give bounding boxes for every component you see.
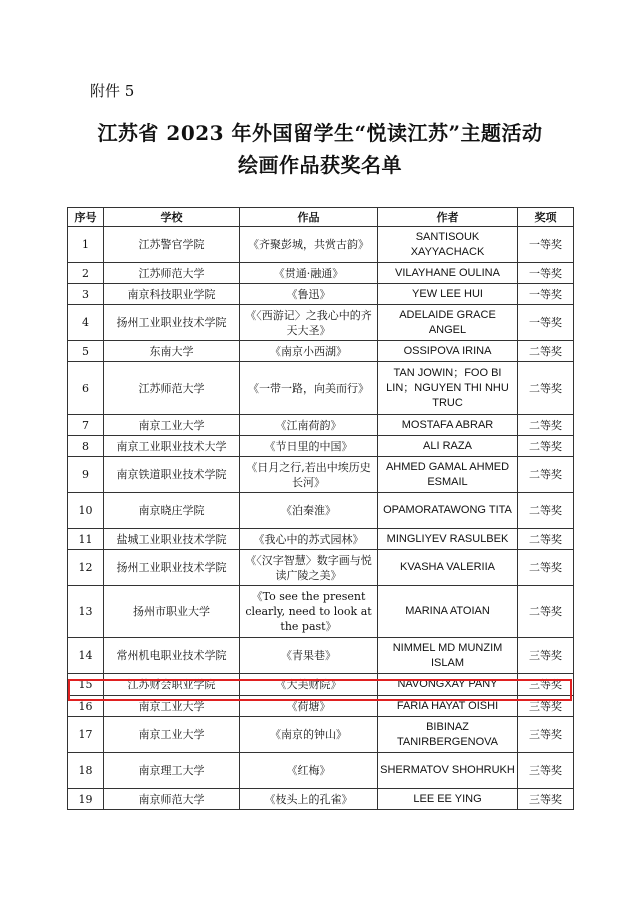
cell-work: 《红梅》 bbox=[240, 753, 378, 789]
cell-school: 江苏警官学院 bbox=[104, 227, 240, 263]
attachment-label: 附件 5 bbox=[90, 82, 135, 100]
cell-work: 《青果巷》 bbox=[240, 638, 378, 674]
cell-work: 《南京小西湖》 bbox=[240, 341, 378, 362]
cell-award: 二等奖 bbox=[518, 493, 574, 529]
cell-number: 3 bbox=[68, 284, 104, 305]
table-row bbox=[68, 362, 574, 415]
header-school: 学校 bbox=[104, 208, 240, 227]
cell-number: 4 bbox=[68, 305, 104, 341]
cell-number: 10 bbox=[68, 493, 104, 529]
cell-award: 一等奖 bbox=[518, 263, 574, 284]
cell-work: 《To see the present clearly, need to look at the past》 bbox=[240, 586, 378, 638]
cell-school: 江苏师范大学 bbox=[104, 362, 240, 415]
header-author: 作者 bbox=[378, 208, 518, 227]
table-row bbox=[68, 586, 574, 638]
cell-author: MINGLIYEV RASULBEK bbox=[378, 529, 518, 550]
document-subtitle: 绘画作品获奖名单 bbox=[238, 153, 402, 177]
cell-school: 南京工业大学 bbox=[104, 415, 240, 436]
cell-work: 《枝头上的孔雀》 bbox=[240, 789, 378, 810]
table-row bbox=[68, 436, 574, 457]
cell-author: FARIA HAYAT OISHI bbox=[378, 696, 518, 717]
cell-school: 南京工业职业技术大学 bbox=[104, 436, 240, 457]
cell-work: 《齐聚彭城，共赏古韵》 bbox=[240, 227, 378, 263]
cell-school: 扬州市职业大学 bbox=[104, 586, 240, 638]
cell-number: 14 bbox=[68, 638, 104, 674]
table-row bbox=[68, 341, 574, 362]
cell-author: AHMED GAMAL AHMED ESMAIL bbox=[378, 457, 518, 493]
cell-award: 二等奖 bbox=[518, 529, 574, 550]
cell-award: 一等奖 bbox=[518, 305, 574, 341]
cell-work: 《泊秦淮》 bbox=[240, 493, 378, 529]
cell-school: 江苏财会职业学院 bbox=[104, 674, 240, 696]
cell-work: 《我心中的苏式园林》 bbox=[240, 529, 378, 550]
cell-author: TAN JOWIN；FOO BI LIN；NGUYEN THI NHU TRUC bbox=[378, 362, 518, 415]
cell-work: 《日月之行,若出中埃历史长河》 bbox=[240, 457, 378, 493]
table-header-row bbox=[68, 208, 574, 227]
table-row bbox=[68, 457, 574, 493]
cell-number: 9 bbox=[68, 457, 104, 493]
table-row bbox=[68, 263, 574, 284]
cell-award: 三等奖 bbox=[518, 696, 574, 717]
cell-work: 《〈汉字智慧〉数字画与悦读广陵之美》 bbox=[240, 550, 378, 586]
table-row bbox=[68, 696, 574, 717]
table-row bbox=[68, 415, 574, 436]
cell-award: 三等奖 bbox=[518, 753, 574, 789]
cell-author: OSSIPOVA IRINA bbox=[378, 341, 518, 362]
cell-number: 18 bbox=[68, 753, 104, 789]
document-title: 江苏省 2023 年外国留学生“悦读江苏”主题活动 bbox=[97, 121, 543, 145]
table-row bbox=[68, 284, 574, 305]
cell-award: 三等奖 bbox=[518, 638, 574, 674]
cell-school: 东南大学 bbox=[104, 341, 240, 362]
cell-author: VILAYHANE OULINA bbox=[378, 263, 518, 284]
cell-number: 7 bbox=[68, 415, 104, 436]
cell-work: 《南京的钟山》 bbox=[240, 717, 378, 753]
cell-number: 19 bbox=[68, 789, 104, 810]
cell-school: 南京理工大学 bbox=[104, 753, 240, 789]
cell-school: 南京工业大学 bbox=[104, 696, 240, 717]
cell-author: SANTISOUK XAYYACHACK bbox=[378, 227, 518, 263]
cell-number: 17 bbox=[68, 717, 104, 753]
cell-author: SHERMATOV SHOHRUKH bbox=[378, 753, 518, 789]
cell-award: 三等奖 bbox=[518, 789, 574, 810]
cell-author: LEE EE YING bbox=[378, 789, 518, 810]
table-row-highlighted bbox=[68, 674, 574, 696]
cell-number: 1 bbox=[68, 227, 104, 263]
table-row bbox=[68, 550, 574, 586]
table-row bbox=[68, 227, 574, 263]
cell-school: 盐城工业职业技术学院 bbox=[104, 529, 240, 550]
cell-number: 2 bbox=[68, 263, 104, 284]
table-row bbox=[68, 717, 574, 753]
table-row bbox=[68, 753, 574, 789]
cell-author: NIMMEL MD MUNZIM ISLAM bbox=[378, 638, 518, 674]
cell-award: 一等奖 bbox=[518, 284, 574, 305]
cell-school: 南京工业大学 bbox=[104, 717, 240, 753]
table-row bbox=[68, 789, 574, 810]
cell-author: NAVONGXAY PANY bbox=[378, 674, 518, 696]
cell-author: BIBINAZ TANIRBERGENOVA bbox=[378, 717, 518, 753]
cell-author: OPAMORATAWONG TITA bbox=[378, 493, 518, 529]
cell-award: 二等奖 bbox=[518, 457, 574, 493]
cell-school: 南京铁道职业技术学院 bbox=[104, 457, 240, 493]
cell-school: 南京晓庄学院 bbox=[104, 493, 240, 529]
cell-author: YEW LEE HUI bbox=[378, 284, 518, 305]
award-table bbox=[67, 207, 574, 810]
cell-work: 《节日里的中国》 bbox=[240, 436, 378, 457]
cell-award: 二等奖 bbox=[518, 341, 574, 362]
cell-award: 二等奖 bbox=[518, 436, 574, 457]
cell-number: 11 bbox=[68, 529, 104, 550]
cell-work: 《江南荷韵》 bbox=[240, 415, 378, 436]
cell-number: 5 bbox=[68, 341, 104, 362]
table-row bbox=[68, 638, 574, 674]
cell-number: 16 bbox=[68, 696, 104, 717]
cell-number: 12 bbox=[68, 550, 104, 586]
cell-award: 二等奖 bbox=[518, 550, 574, 586]
cell-award: 二等奖 bbox=[518, 586, 574, 638]
cell-award: 三等奖 bbox=[518, 717, 574, 753]
cell-number: 8 bbox=[68, 436, 104, 457]
cell-number: 15 bbox=[68, 674, 104, 696]
cell-work: 《大美财院》 bbox=[240, 674, 378, 696]
table-row bbox=[68, 529, 574, 550]
cell-award: 二等奖 bbox=[518, 415, 574, 436]
header-award: 奖项 bbox=[518, 208, 574, 227]
cell-award: 一等奖 bbox=[518, 227, 574, 263]
cell-school: 江苏师范大学 bbox=[104, 263, 240, 284]
cell-author: ALI RAZA bbox=[378, 436, 518, 457]
cell-school: 常州机电职业技术学院 bbox=[104, 638, 240, 674]
cell-number: 13 bbox=[68, 586, 104, 638]
cell-work: 《荷塘》 bbox=[240, 696, 378, 717]
cell-award: 三等奖 bbox=[518, 674, 574, 696]
cell-school: 南京科技职业学院 bbox=[104, 284, 240, 305]
table-row bbox=[68, 305, 574, 341]
cell-award: 二等奖 bbox=[518, 362, 574, 415]
cell-author: MARINA ATOIAN bbox=[378, 586, 518, 638]
cell-author: MOSTAFA ABRAR bbox=[378, 415, 518, 436]
table-row bbox=[68, 493, 574, 529]
cell-author: KVASHA VALERIIA bbox=[378, 550, 518, 586]
cell-work: 《〈西游记〉之我心中的齐天大圣》 bbox=[240, 305, 378, 341]
header-number: 序号 bbox=[68, 208, 104, 227]
cell-school: 扬州工业职业技术学院 bbox=[104, 550, 240, 586]
header-work: 作品 bbox=[240, 208, 378, 227]
cell-work: 《鲁迅》 bbox=[240, 284, 378, 305]
cell-work: 《贯通·融通》 bbox=[240, 263, 378, 284]
cell-author: ADELAIDE GRACE ANGEL bbox=[378, 305, 518, 341]
cell-school: 扬州工业职业技术学院 bbox=[104, 305, 240, 341]
cell-number: 6 bbox=[68, 362, 104, 415]
cell-work: 《一带一路，向美而行》 bbox=[240, 362, 378, 415]
cell-school: 南京师范大学 bbox=[104, 789, 240, 810]
